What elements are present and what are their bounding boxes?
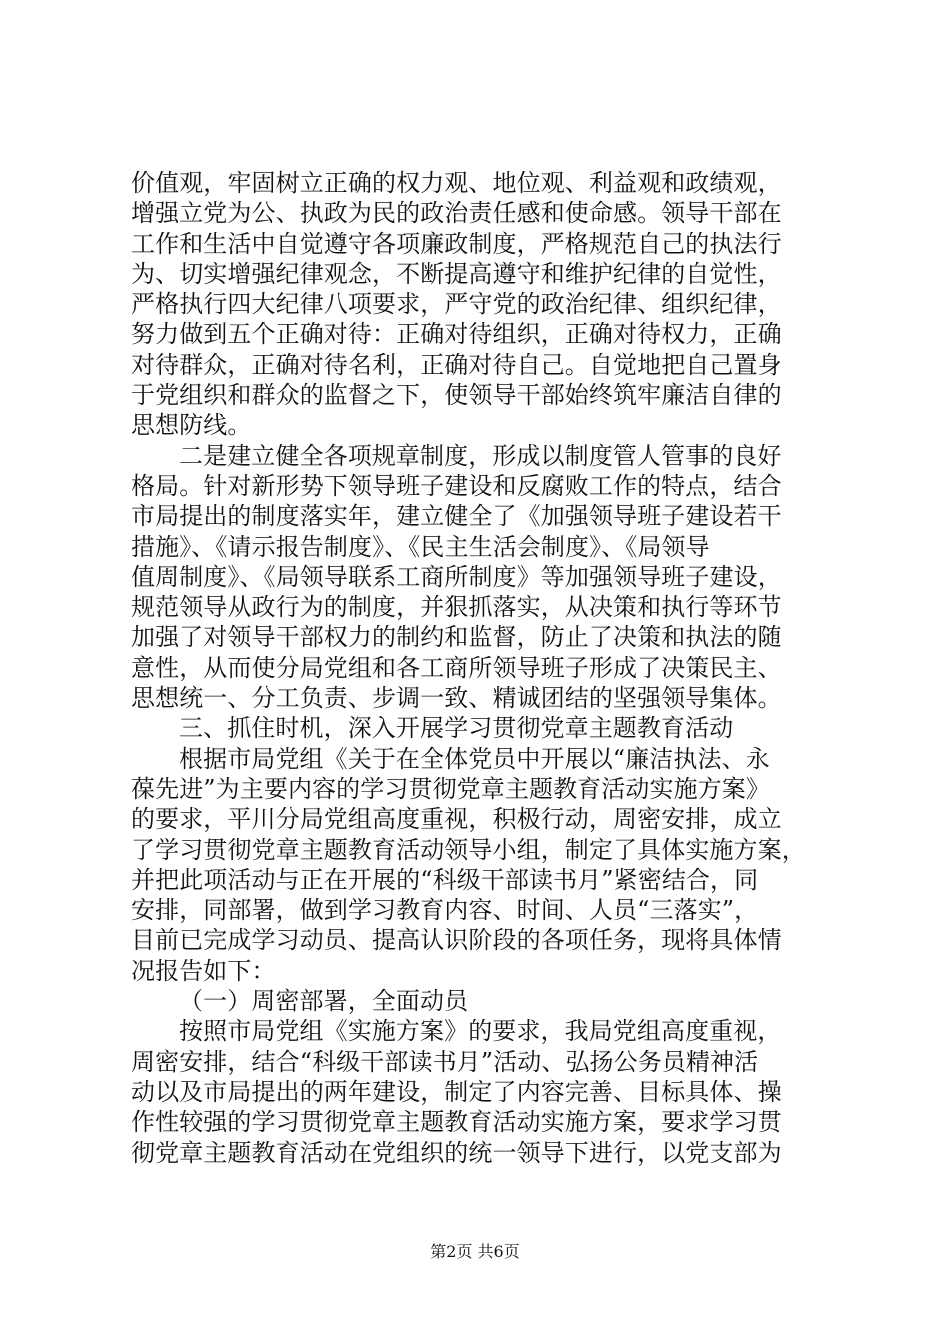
text-line: 二是建立健全各项规章制度，形成以制度管人管事的良好 [179,441,782,470]
text-line: 加强了对领导干部权力的制约和监督，防止了决策和执法的随 [131,623,782,652]
text-line: 严格执行四大纪律八项要求，严守党的政治纪律、组织纪律， [131,290,782,319]
text-line: 目前已完成学习动员、提高认识阶段的各项任务，现将具体情 [131,926,782,955]
text-line: 根据市局党组《关于在全体党员中开展以“廉洁执法、永 [179,744,770,773]
text-line: 格局。针对新形势下领导班子建设和反腐败工作的特点，结合 [131,471,782,500]
page-footer: 第2页 共6页 [430,1242,520,1261]
text-line: 安排，同部署，做到学习教育内容、时间、人员“三落实”， [131,896,759,925]
text-line: 努力做到五个正确对待：正确对待组织，正确对待权力，正确 [131,320,782,349]
text-line: （一）周密部署，全面动员 [179,987,469,1016]
text-line: 值周制度》、《局领导联系工商所制度》等加强领导班子建设， [131,562,782,591]
document-body [131,168,831,1168]
text-line: 价值观，牢固树立正确的权力观、地位观、利益观和政绩观， [131,169,782,197]
text-line: 了学习贯彻党章主题教育活动领导小组，制定了具体实施方案， [131,835,806,864]
text-line: 按照市局党组《实施方案》的要求，我局党组高度重视， [179,1017,782,1046]
text-line: 措施》、《请示报告制度》、《民主生活会制度》、《局领导 [131,532,710,561]
text-line: 工作和生活中自觉遵守各项廉政制度，严格规范自己的执法行 [131,229,782,258]
text-line: 并把此项活动与正在开展的“科级干部读书月”紧密结合，同 [131,865,759,894]
text-line: 思想统一、分工负责、步调一致、精诚团结的坚强领导集体。 [131,684,782,713]
text-line: 葆先进”为主要内容的学习贯彻党章主题教育活动实施方案》 [131,774,770,803]
text-line: 况报告如下： [131,956,276,985]
text-line: 作性较强的学习贯彻党章主题教育活动实施方案，要求学习贯 [131,1108,782,1137]
text-line: 增强立党为公、执政为民的政治责任感和使命感。领导干部在 [131,199,782,228]
text-line: 动以及市局提出的两年建设，制定了内容完善、目标具体、操 [131,1077,782,1106]
text-line: 的要求，平川分局党组高度重视，积极行动，周密安排，成立 [131,805,782,834]
text-line: 规范领导从政行为的制度，并狠抓落实，从决策和执行等环节 [131,593,782,622]
text-line: 思想防线。 [131,411,252,440]
text-line: 周密安排，结合“科级干部读书月”活动、弘扬公务员精神活 [131,1047,759,1076]
text-line: 对待群众，正确对待名利，正确对待自己。自觉地把自己置身 [131,350,782,379]
text-line: 三、抓住时机，深入开展学习贯彻党章主题教育活动 [179,714,734,743]
text-line: 于党组织和群众的监督之下，使领导干部始终筑牢廉洁自律的 [131,381,782,410]
text-line: 彻党章主题教育活动在党组织的统一领导下进行，以党支部为 [131,1138,782,1167]
text-line: 意性，从而使分局党组和各工商所领导班子形成了决策民主、 [131,653,782,682]
text-line: 为、切实增强纪律观念，不断提高遵守和维护纪律的自觉性， [131,259,782,288]
text-line: 市局提出的制度落实年，建立健全了《加强领导班子建设若干 [131,502,782,531]
